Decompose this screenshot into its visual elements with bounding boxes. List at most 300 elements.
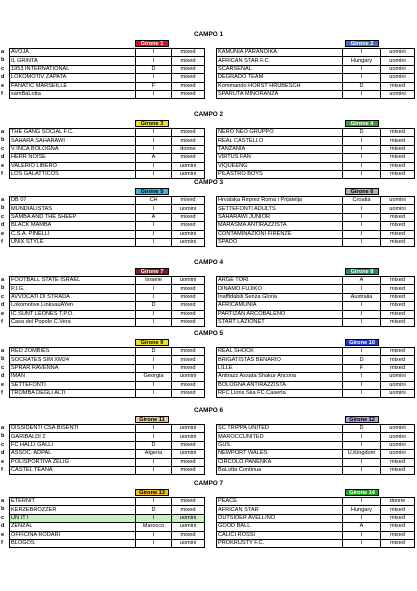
team-row: [217, 364, 415, 372]
team-country: I: [343, 222, 381, 230]
team-name: SETTEFONTI: [10, 381, 136, 389]
team-country: I: [343, 154, 381, 162]
team-category: uomini: [172, 514, 205, 522]
team-country: I: [136, 364, 172, 372]
team-category: uomini: [172, 523, 205, 531]
team-row: [10, 145, 205, 153]
girone-table: [9, 196, 205, 247]
team-category: mixed: [172, 137, 205, 145]
team-category: uomini: [172, 230, 205, 238]
team-row: [217, 82, 415, 90]
team-name: IC SUNT LEONES T.P.O.: [10, 310, 136, 318]
team-country: I: [343, 348, 381, 356]
team-row: [10, 205, 205, 213]
team-country: A: [343, 523, 381, 531]
team-category: uomini: [381, 74, 415, 82]
team-row: [217, 205, 415, 213]
team-name: SAHARA SAHARAWI: [10, 137, 136, 145]
team-country: Israele: [136, 277, 172, 285]
team-country: I: [136, 498, 172, 506]
team-country: I: [343, 137, 381, 145]
team-category: mixed: [172, 57, 205, 65]
girone-table: [216, 497, 415, 548]
team-category: uomini: [172, 238, 205, 246]
team-row: [217, 348, 415, 356]
team-category: uomini: [172, 425, 205, 433]
team-country: I: [136, 425, 172, 433]
team-name: ZENZAL: [10, 523, 136, 531]
team-category: uomini: [381, 389, 415, 397]
row-letter: a: [1, 129, 5, 135]
team-name: RED ZOMBIES: [10, 348, 136, 356]
team-category: mixed: [172, 222, 205, 230]
row-letter: a: [1, 49, 5, 55]
team-country: I: [136, 137, 172, 145]
team-name: DEGRADO TEAM: [217, 74, 343, 82]
team-country: I: [343, 230, 381, 238]
team-row: [217, 302, 415, 310]
team-category: donne: [172, 145, 205, 153]
team-row: [10, 498, 205, 506]
campo-heading: CAMPO 6: [193, 407, 224, 414]
team-country: I: [343, 49, 381, 57]
team-name: CALICI ROSSI: [217, 531, 343, 539]
team-country: Australia: [343, 293, 381, 301]
team-row: [217, 441, 415, 449]
campo-heading: CAMPO 3: [193, 179, 224, 186]
team-country: I: [136, 238, 172, 246]
team-row: [10, 137, 205, 145]
team-row: [217, 65, 415, 73]
team-category: uomini: [381, 49, 415, 57]
team-name: BLOGOS: [10, 539, 136, 547]
team-category: mixed: [381, 514, 415, 522]
row-letter: f: [1, 170, 3, 177]
team-name: OFFICINA RODARI: [10, 531, 136, 539]
team-country: D: [136, 65, 172, 73]
girone-table: [9, 497, 205, 548]
team-name: PILASTRO BOYS: [217, 170, 343, 178]
team-row: [217, 238, 415, 246]
girone-label: Girone 7: [135, 268, 169, 275]
team-name: THE GANG SOCIAL F.C.: [10, 129, 136, 137]
team-name: BOLOGNA ANTIRAZZISTA: [217, 381, 343, 389]
team-country: I: [343, 373, 381, 381]
team-row: [10, 302, 205, 310]
team-category: uomini: [381, 425, 415, 433]
team-name: AFRICAN STAR: [217, 506, 343, 514]
team-name: SAMBA AND THE SHEEP: [10, 213, 136, 221]
team-country: I: [136, 539, 172, 547]
team-name: ETERNIT: [10, 498, 136, 506]
team-category: mixed: [381, 364, 415, 372]
team-country: I: [136, 90, 172, 98]
girone-table: [9, 424, 205, 475]
team-country: I: [136, 381, 172, 389]
team-country: I: [136, 466, 172, 474]
team-row: [10, 348, 205, 356]
team-category: mixed: [172, 310, 205, 318]
row-letter: e: [1, 230, 5, 237]
team-category: mixed: [172, 466, 205, 474]
team-category: mixed: [381, 466, 415, 474]
campo-heading: CAMPO 5: [193, 330, 224, 337]
team-row: [217, 458, 415, 466]
row-letter: d: [1, 302, 5, 309]
team-row: [10, 285, 205, 293]
row-letter: b: [1, 356, 5, 363]
team-country: I: [343, 458, 381, 466]
team-name: BRIGATISTAS BENARIO: [217, 356, 343, 364]
team-row: [217, 523, 415, 531]
team-name: MAROCCUNITED: [217, 433, 343, 441]
team-row: [10, 389, 205, 397]
team-name: PROKRUSTY F.C.: [217, 539, 343, 547]
team-row: [217, 137, 415, 145]
team-row: [10, 531, 205, 539]
team-name: VIQUEENG: [217, 162, 343, 170]
team-country: I: [343, 162, 381, 170]
team-category: donne: [381, 498, 415, 506]
team-name: AFRICAMUNIA: [217, 302, 343, 310]
team-category: uomini: [172, 373, 205, 381]
team-row: [217, 154, 415, 162]
row-letter: f: [1, 389, 3, 396]
team-row: [217, 506, 415, 514]
team-country: D: [136, 302, 172, 310]
team-category: uomini: [381, 373, 415, 381]
team-name: AVOJA: [10, 49, 136, 57]
team-country: Hungary: [343, 57, 381, 65]
team-country: D: [136, 506, 172, 514]
team-category: mixed: [172, 49, 205, 57]
row-letter: c: [1, 514, 5, 521]
team-row: [217, 230, 415, 238]
girone-table: [216, 196, 415, 247]
team-row: [10, 364, 205, 372]
team-row: [217, 310, 415, 318]
team-category: mixed: [381, 145, 415, 153]
team-name: DINAMO FUJIKO: [217, 285, 343, 293]
team-category: uomini: [172, 450, 205, 458]
team-row: [217, 162, 415, 170]
team-category: uomini: [381, 441, 415, 449]
team-country: I: [136, 356, 172, 364]
row-letter: e: [1, 458, 5, 465]
team-name: DISSIDENTI CSA BISENTI: [10, 425, 136, 433]
team-row: [217, 539, 415, 547]
team-name: AVVOCATI DI STRADA: [10, 293, 136, 301]
team-category: mixed: [381, 277, 415, 285]
team-category: mixed: [381, 82, 415, 90]
team-row: [217, 129, 415, 137]
team-country: CH: [136, 197, 172, 205]
team-country: I: [343, 65, 381, 73]
team-row: [10, 466, 205, 474]
team-country: I: [136, 433, 172, 441]
team-country: I: [136, 458, 172, 466]
row-letter: e: [1, 310, 5, 317]
row-letter: c: [1, 145, 5, 152]
team-country: I: [343, 74, 381, 82]
team-row: [10, 82, 205, 90]
team-country: I: [136, 310, 172, 318]
team-row: [217, 514, 415, 522]
team-name: OUTSIDER AVELLINO: [217, 514, 343, 522]
campo-heading: CAMPO 1: [193, 31, 224, 38]
team-name: PEACE: [217, 498, 343, 506]
team-country: I: [136, 293, 172, 301]
team-country: I: [136, 318, 172, 326]
team-name: Kommando HORST HRUBESCH: [217, 82, 343, 90]
team-name: GARIBALDI 2: [10, 433, 136, 441]
row-letter: d: [1, 154, 5, 161]
team-country: I: [343, 441, 381, 449]
team-category: mixed: [381, 348, 415, 356]
team-country: I: [136, 49, 172, 57]
team-name: V INCA BOLOGNA: [10, 145, 136, 153]
row-letter: c: [1, 65, 5, 72]
team-category: mixed: [381, 222, 415, 230]
team-name: GUS: [217, 441, 343, 449]
row-letter: f: [1, 238, 3, 245]
team-row: [217, 90, 415, 98]
row-letter: f: [1, 466, 3, 473]
team-name: MUNDIALISTAS: [10, 205, 136, 213]
team-country: I: [136, 74, 172, 82]
team-country: I: [343, 531, 381, 539]
girone-label: Girone 13: [135, 489, 169, 496]
girone-label: Girone 5: [135, 188, 169, 195]
girone-table: [9, 48, 205, 99]
team-country: A: [136, 154, 172, 162]
team-name: LILLE: [217, 364, 343, 372]
team-country: F: [343, 364, 381, 372]
team-row: [217, 389, 415, 397]
team-country: Algeria: [136, 450, 172, 458]
team-row: [10, 277, 205, 285]
team-row: [10, 381, 205, 389]
team-country: I: [343, 498, 381, 506]
team-row: [10, 356, 205, 364]
row-letter: b: [1, 137, 5, 144]
row-letter: f: [1, 318, 3, 325]
team-country: F: [136, 82, 172, 90]
team-row: [10, 373, 205, 381]
team-row: [217, 145, 415, 153]
team-category: mixed: [172, 154, 205, 162]
team-country: I: [343, 285, 381, 293]
team-name: SPRAR RAVENNA: [10, 364, 136, 372]
team-category: mixed: [381, 154, 415, 162]
team-row: [10, 506, 205, 514]
girone-label: Girone 6: [345, 188, 379, 195]
team-category: mixed: [381, 230, 415, 238]
row-letter: b: [1, 57, 5, 64]
team-country: D: [343, 356, 381, 364]
team-name: ASSOC. ADPAL: [10, 450, 136, 458]
team-row: [217, 293, 415, 301]
team-row: [10, 90, 205, 98]
team-name: CONTAMINAZIONI FIRENZE: [217, 230, 343, 238]
team-country: U.Kingdom: [343, 450, 381, 458]
team-row: [217, 318, 415, 326]
team-name: samBaLotta: [10, 90, 136, 98]
team-category: mixed: [381, 162, 415, 170]
row-letter: d: [1, 74, 5, 81]
team-name: LOKOMOTIV ZAPATA: [10, 74, 136, 82]
team-row: [217, 197, 415, 205]
team-row: [10, 74, 205, 82]
team-row: [217, 531, 415, 539]
row-letters: [1, 497, 8, 547]
team-category: uomini: [381, 90, 415, 98]
team-name: KAMUNIA PARANOIKA: [217, 49, 343, 57]
team-country: I: [136, 531, 172, 539]
team-row: [10, 425, 205, 433]
team-country: I: [343, 433, 381, 441]
girone-label: Girone 2: [345, 40, 379, 47]
team-row: [10, 213, 205, 221]
team-country: I: [343, 213, 381, 221]
girone-table: [216, 347, 415, 398]
girone-table: [216, 424, 415, 475]
team-row: [10, 230, 205, 238]
team-row: [217, 381, 415, 389]
team-name: SPARUTA MINORANZA: [217, 90, 343, 98]
campo-heading: CAMPO 2: [193, 111, 224, 118]
team-row: [10, 458, 205, 466]
row-letter: c: [1, 441, 5, 448]
team-name: REAL SHOCK: [217, 348, 343, 356]
team-category: mixed: [172, 197, 205, 205]
team-row: [10, 450, 205, 458]
team-category: uomini: [172, 170, 205, 178]
team-category: uomini: [381, 57, 415, 65]
team-row: [217, 450, 415, 458]
team-name: Lokomotive LinksauAYen: [10, 302, 136, 310]
team-row: [217, 373, 415, 381]
team-row: [10, 523, 205, 531]
row-letter: d: [1, 450, 5, 457]
team-category: mixed: [172, 293, 205, 301]
team-country: I: [136, 145, 172, 153]
team-name: HERR NOISE: [10, 154, 136, 162]
team-name: Antirazz Assata Shakur Ancona: [217, 373, 343, 381]
row-letter: a: [1, 425, 5, 431]
team-category: uomini: [381, 197, 415, 205]
team-category: mixed: [172, 348, 205, 356]
team-category: mixed: [172, 506, 205, 514]
row-letter: c: [1, 213, 5, 220]
team-row: [217, 425, 415, 433]
row-letters: [1, 128, 8, 178]
team-name: RFC Lions Ska FC Caserta: [217, 389, 343, 397]
team-category: uomini: [381, 433, 415, 441]
team-category: mixed: [172, 74, 205, 82]
team-country: I: [136, 230, 172, 238]
team-category: mixed: [381, 531, 415, 539]
team-name: SCARSENAL: [217, 65, 343, 73]
team-row: [217, 277, 415, 285]
team-row: [10, 170, 205, 178]
team-name: Inaffidabili Senza Gloria: [217, 293, 343, 301]
team-name: UNIX STYLE: [10, 238, 136, 246]
team-category: uomini: [381, 381, 415, 389]
team-row: [10, 57, 205, 65]
team-name: POLISPORTIVA ZELIG: [10, 458, 136, 466]
team-category: mixed: [381, 318, 415, 326]
team-country: I: [343, 310, 381, 318]
team-name: TANZANIA: [217, 145, 343, 153]
team-row: [217, 74, 415, 82]
team-row: [10, 162, 205, 170]
row-letters: [1, 276, 8, 326]
team-name: FOOTBALL STATE ISRAEL: [10, 277, 136, 285]
team-name: MARASMA ANTIRAZZISTA: [217, 222, 343, 230]
team-country: Croatia: [343, 197, 381, 205]
team-name: BaLotta Continua: [217, 466, 343, 474]
team-category: mixed: [381, 458, 415, 466]
team-category: mixed: [172, 82, 205, 90]
girone-table: [9, 347, 205, 398]
team-name: PARTIZAN ARCOBALENO: [217, 310, 343, 318]
team-category: mixed: [172, 531, 205, 539]
team-category: mixed: [381, 137, 415, 145]
team-row: [217, 498, 415, 506]
team-country: I: [343, 514, 381, 522]
team-country: I: [343, 318, 381, 326]
team-name: NEWPORT WALES: [217, 450, 343, 458]
team-name: KERZEBROZZER: [10, 506, 136, 514]
row-letter: b: [1, 506, 5, 513]
girone-label: Girone 10: [345, 339, 379, 346]
team-category: mixed: [381, 213, 415, 221]
team-country: D: [136, 348, 172, 356]
team-category: uomini: [172, 539, 205, 547]
team-name: VIRTUS FAN: [217, 154, 343, 162]
team-row: [217, 49, 415, 57]
team-country: Hungary: [343, 506, 381, 514]
team-country: I: [136, 514, 172, 522]
team-category: mixed: [172, 458, 205, 466]
team-row: [10, 441, 205, 449]
row-letter: a: [1, 348, 5, 354]
team-name: 1953 INTERNATIONAL: [10, 65, 136, 73]
row-letter: a: [1, 277, 5, 283]
campo-heading: CAMPO 4: [193, 259, 224, 266]
team-name: START LAZIONET: [217, 318, 343, 326]
team-category: mixed: [172, 318, 205, 326]
team-country: I: [136, 285, 172, 293]
team-country: I: [136, 162, 172, 170]
team-category: mixed: [172, 302, 205, 310]
team-row: [10, 65, 205, 73]
team-country: D: [343, 425, 381, 433]
team-country: I: [136, 129, 172, 137]
team-row: [10, 310, 205, 318]
girone-label: Girone 8: [345, 268, 379, 275]
team-row: [10, 154, 205, 162]
row-letter: b: [1, 433, 5, 440]
team-category: mixed: [172, 285, 205, 293]
team-row: [217, 466, 415, 474]
team-country: Marocco: [136, 523, 172, 531]
row-letter: d: [1, 523, 5, 530]
row-letter: e: [1, 162, 5, 169]
team-country: D: [343, 129, 381, 137]
team-category: mixed: [381, 356, 415, 364]
